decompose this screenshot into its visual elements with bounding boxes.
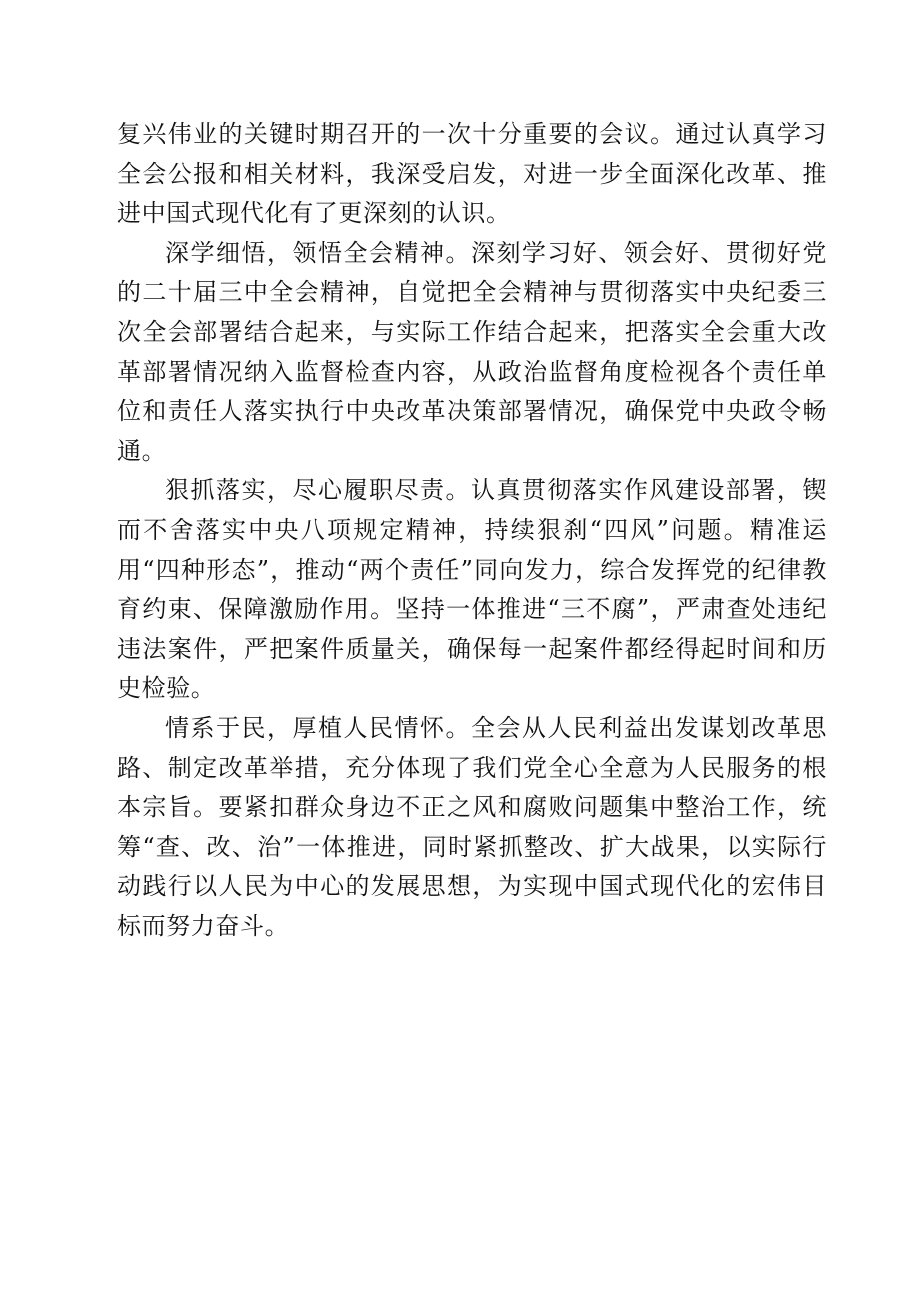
paragraph-implementation: 狠抓落实，尽心履职尽责。认真贯彻落实作风建设部署，锲而不舍落实中央八项规定精神，持续狠刹“四风”问题。精准运用“四种形态”，推动“两个责任”同向发力，综合发挥党的纪律教育约束、保障激励作用。坚持一体推进“三不腐”，严肃查处违纪违法案件，严把案件质量关，确保每一起案件都经得起时间和历史检验。 [117,476,827,703]
paragraph-continuation: 复兴伟业的关键时期召开的一次十分重要的会议。通过认真学习全会公报和相关材料，我深受启发，对进一步全面深化改革、推进中国式现代化有了更深刻的认识。 [117,120,827,228]
paragraph-people: 情系于民，厚植人民情怀。全会从人民利益出发谋划改革思路、制定改革举措，充分体现了我们党全心全意为人民服务的根本宗旨。要紧扣群众身边不正之风和腐败问题集中整治工作，统筹“查、改、治”一体推进，同时紧抓整改、扩大战果，以实际行动践行以人民为中心的发展思想，为实现中国式现代化的宏伟目标而努力奋斗。 [117,713,827,940]
paragraph-study: 深学细悟，领悟全会精神。深刻学习好、领会好、贯彻好党的二十届三中全会精神，自觉把全会精神与贯彻落实中央纪委三次全会部署结合起来，与实际工作结合起来，把落实全会重大改革部署情况纳入监督检查内容，从政治监督角度检视各个责任单位和责任人落实执行中央改革决策部署情况，确保党中央政令畅通。 [117,238,827,465]
document-body [117,115,827,946]
